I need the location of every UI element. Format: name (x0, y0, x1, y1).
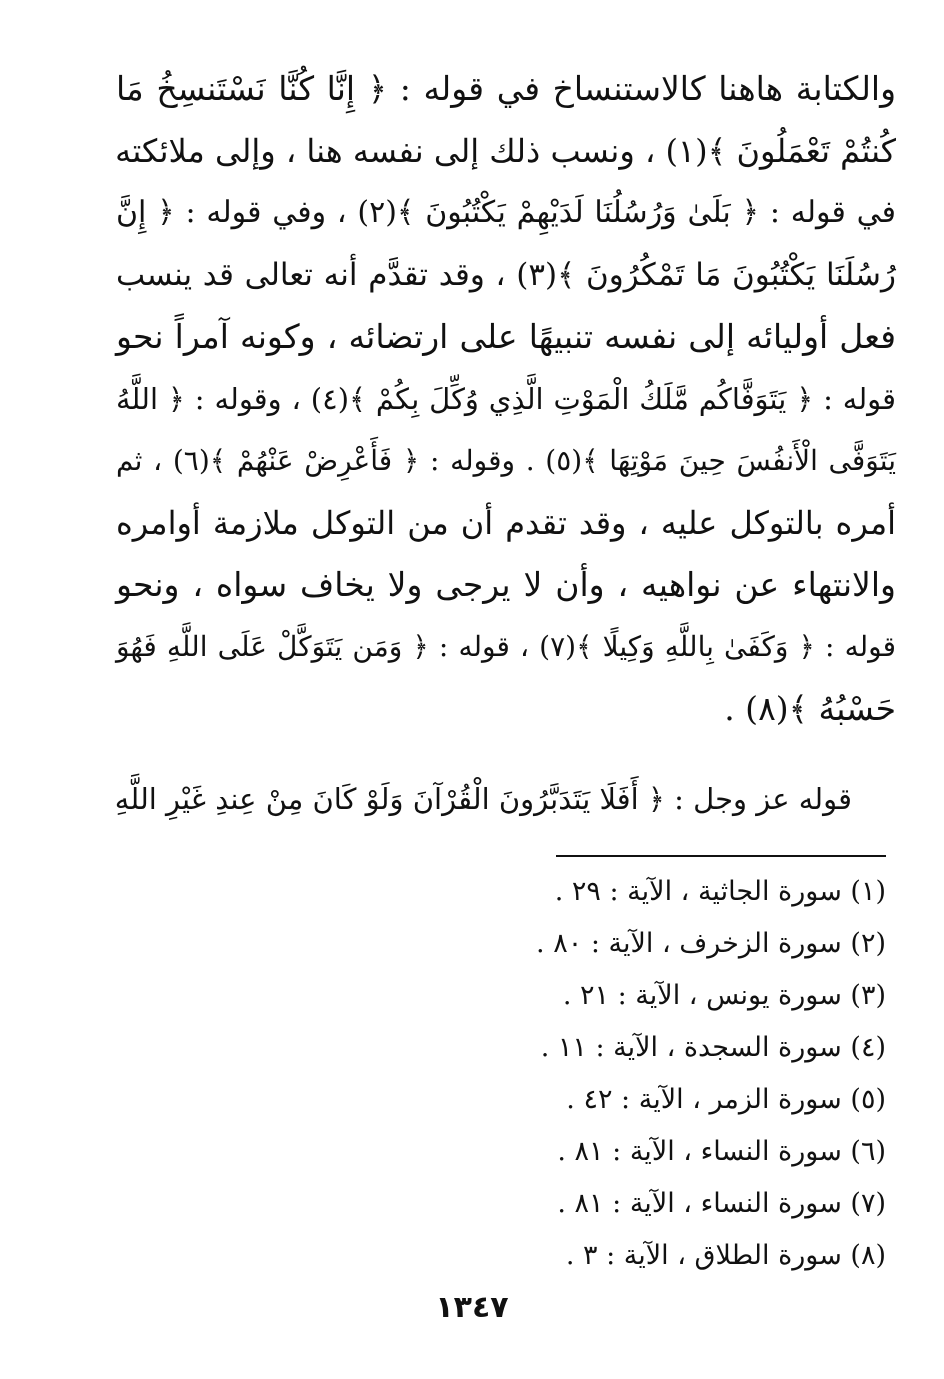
footnote-item: (٤) سورة السجدة ، الآية : ١١ . (540, 1032, 886, 1063)
footnote-item: (٥) سورة الزمر ، الآية : ٤٢ . (566, 1084, 886, 1115)
footnote-item: (٢) سورة الزخرف ، الآية : ٨٠ . (536, 928, 886, 959)
text-line: والكتابة هاهنا كالاستنساخ في قوله : ﴿ إِنَّا كُنَّا نَسْتَنسِخُ مَا (116, 69, 896, 108)
text-line: حَسْبُهُ ﴾(٨) . (724, 689, 896, 728)
footnote-separator (556, 855, 886, 857)
footnotes-list (426, 866, 886, 1282)
text-line: أمره بالتوكل عليه ، وقد تقدم أن من التوكل ملازمة أوامره (116, 504, 897, 542)
verse-heading: قوله عز وجل : ﴿ أَفَلَا يَتَدَبَّرُونَ الْقُرْآنَ وَلَوْ كَانَ مِنْ عِندِ غَيْرِ اللَّهِ (114, 782, 852, 816)
text-line: قوله : ﴿ وَكَفَىٰ بِاللَّهِ وَكِيلًا ﴾(٧) ، قوله : ﴿ وَمَن يَتَوَكَّلْ عَلَى اللَّهِ فَهُوَ (116, 630, 896, 663)
footnote-item: (١) سورة الجاثية ، الآية : ٢٩ . (554, 876, 886, 907)
text-line: قوله : ﴿ يَتَوَفَّاكُم مَّلَكُ الْمَوْتِ الَّذِي وُكِّلَ بِكُمْ ﴾(٤) ، وقوله : ﴿ اللَّهُ (116, 382, 896, 416)
text-line: رُسُلَنَا يَكْتُبُونَ مَا تَمْكُرُونَ ﴾(٣) ، وقد تقدَّم أنه تعالى قد ينسب (116, 257, 896, 293)
footnote-item: (٣) سورة يونس ، الآية : ٢١ . (562, 980, 886, 1011)
page-number: ١٣٤٧ (435, 1290, 509, 1325)
text-line: في قوله : ﴿ بَلَىٰ وَرُسُلُنَا لَدَيْهِمْ يَكْتُبُونَ ﴾(٢) ، وفي قوله : ﴿ إِنَّ (116, 195, 896, 230)
text-line: والانتهاء عن نواهيه ، وأن لا يرجى ولا يخاف سواه ، ونحو (116, 565, 896, 604)
text-line: كُنتُمْ تَعْمَلُونَ ﴾(١) ، ونسب ذلك إلى نفسه هنا ، وإلى ملائكته (115, 132, 896, 170)
footnote-item: (٧) سورة النساء ، الآية : ٨١ . (557, 1188, 886, 1219)
text-line: يَتَوَفَّى الْأَنفُسَ حِينَ مَوْتِهَا ﴾(٥) . وقوله : ﴿ فَأَعْرِضْ عَنْهُمْ ﴾(٦) ، ثم (116, 444, 896, 477)
body-paragraph (116, 58, 896, 740)
text-line: فعل أوليائه إلى نفسه تنبيهًا على ارتضائه ، وكونه آمراً نحو (116, 317, 896, 356)
footnote-item: (٦) سورة النساء ، الآية : ٨١ . (557, 1136, 886, 1167)
footnote-item: (٨) سورة الطلاق ، الآية : ٣ . (565, 1240, 886, 1271)
